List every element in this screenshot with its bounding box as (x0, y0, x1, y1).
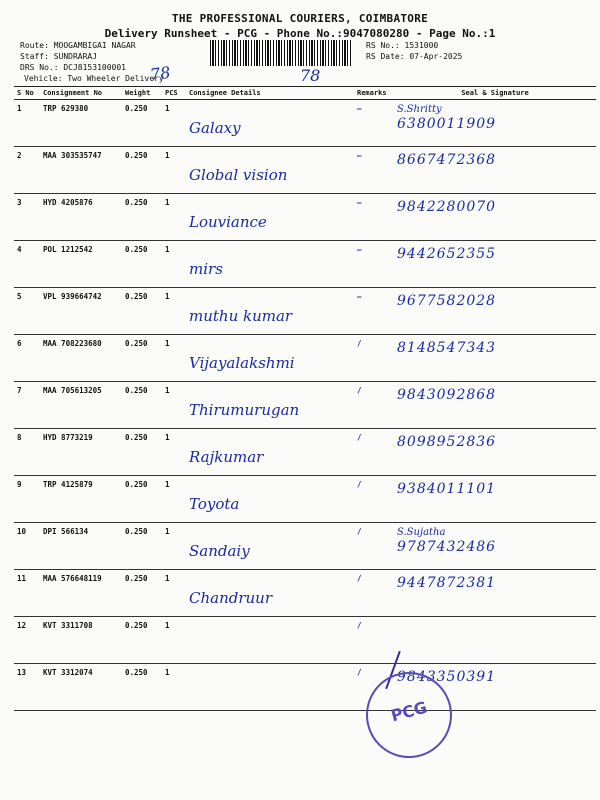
runsheet-table (14, 86, 596, 711)
row-pcs: 1 (162, 664, 186, 711)
row-signature-cell (394, 570, 596, 617)
handwritten-note-right: 78 (300, 66, 321, 85)
row-consignment-no: VPL 939664742 (40, 288, 122, 335)
row-sno: 6 (14, 335, 40, 382)
row-signature-cell (394, 476, 596, 523)
row-phone-handwritten: 9447872381 (397, 575, 497, 591)
row-consignee-handwritten: Global vision (186, 147, 354, 194)
table-row (14, 429, 596, 476)
row-remark: / (354, 476, 394, 523)
table-row (14, 241, 596, 288)
handwritten-note-left: 78 (148, 62, 172, 85)
rs-number-label: RS No.: 1531000 (366, 41, 439, 50)
row-phone-handwritten: 9442652355 (397, 246, 497, 262)
row-pcs: 1 (162, 617, 186, 664)
row-consignee-handwritten: Louviance (186, 194, 354, 241)
row-signature-cell (394, 100, 596, 147)
row-weight: 0.250 (122, 476, 162, 523)
row-weight: 0.250 (122, 241, 162, 288)
route-label: Route: MOOGAMBIGAI NAGAR (20, 41, 136, 50)
row-signature-cell (394, 335, 596, 382)
row-weight: 0.250 (122, 147, 162, 194)
row-remark: / (354, 617, 394, 664)
row-remark: / (354, 523, 394, 570)
row-remark: — (354, 147, 394, 194)
row-sno: 7 (14, 382, 40, 429)
row-consignee-handwritten: Rajkumar (186, 429, 354, 476)
row-consignee-handwritten: muthu kumar (186, 288, 354, 335)
table-row (14, 288, 596, 335)
row-remark: / (354, 664, 394, 711)
col-header-consignee: Consignee Details (186, 87, 354, 100)
row-pcs: 1 (162, 335, 186, 382)
table-header-row (14, 87, 596, 100)
row-weight: 0.250 (122, 100, 162, 147)
row-phone-handwritten: 9787432486 (397, 539, 497, 555)
row-consignee-handwritten: Thirumurugan (186, 382, 354, 429)
row-pcs: 1 (162, 476, 186, 523)
pcg-stamp (366, 672, 452, 758)
row-remark: — (354, 288, 394, 335)
row-signature-cell (394, 147, 596, 194)
row-sno: 5 (14, 288, 40, 335)
sheet-subtitle: Delivery Runsheet - PCG - Phone No.:9047080280 - Page No.:1 (104, 27, 496, 40)
row-remark: / (354, 382, 394, 429)
col-header-weight: Weight (122, 87, 162, 100)
row-sno: 12 (14, 617, 40, 664)
row-pcs: 1 (162, 429, 186, 476)
row-phone-handwritten: 9384011101 (397, 481, 497, 497)
row-pcs: 1 (162, 288, 186, 335)
row-consignment-no: DPI 566134 (40, 523, 122, 570)
row-pcs: 1 (162, 147, 186, 194)
row-sno: 10 (14, 523, 40, 570)
row-pcs: 1 (162, 523, 186, 570)
row-sno: 4 (14, 241, 40, 288)
row-consignment-no: MAA 708223680 (40, 335, 122, 382)
row-consignment-no: KVT 3311708 (40, 617, 122, 664)
row-signature-cell (394, 241, 596, 288)
row-phone-handwritten: 9843092868 (397, 387, 497, 403)
row-consignee-handwritten: mirs (186, 241, 354, 288)
row-sno: 2 (14, 147, 40, 194)
row-sno: 8 (14, 429, 40, 476)
row-remark: — (354, 241, 394, 288)
row-phone-handwritten: 8098952836 (397, 434, 497, 450)
table-row (14, 523, 596, 570)
table-row (14, 100, 596, 147)
row-consignment-no: MAA 705613205 (40, 382, 122, 429)
row-remark: — (354, 194, 394, 241)
row-remark: / (354, 570, 394, 617)
row-pcs: 1 (162, 570, 186, 617)
drs-label: DRS No.: DCJ8153100001 (20, 63, 126, 72)
row-remark: / (354, 429, 394, 476)
col-header-signature: Seal & Signature (394, 87, 596, 100)
row-weight: 0.250 (122, 429, 162, 476)
rs-date-label: RS Date: 07-Apr-2025 (366, 52, 463, 61)
row-consignee-handwritten (186, 617, 354, 664)
row-pcs: 1 (162, 194, 186, 241)
row-weight: 0.250 (122, 194, 162, 241)
col-header-remarks: Remarks (354, 87, 394, 100)
table-row (14, 147, 596, 194)
row-phone-handwritten: 8148547343 (397, 340, 497, 356)
row-pcs: 1 (162, 382, 186, 429)
row-weight: 0.250 (122, 288, 162, 335)
row-consignee-handwritten: Galaxy (186, 100, 354, 147)
row-signature: S.Sujatha (397, 527, 446, 538)
row-signature-cell (394, 194, 596, 241)
stamp-text: PCG (388, 697, 430, 726)
row-consignment-no: TRP 4125879 (40, 476, 122, 523)
col-header-consignment: Consignment No (40, 87, 122, 100)
row-phone-handwritten: 9677582028 (397, 293, 497, 309)
col-header-pcs: PCS (162, 87, 186, 100)
row-consignment-no: TRP 629380 (40, 100, 122, 147)
table-row (14, 476, 596, 523)
staff-label: Staff: SUNDRARAJ (20, 52, 98, 61)
row-signature-cell (394, 288, 596, 335)
row-sno: 9 (14, 476, 40, 523)
row-weight: 0.250 (122, 664, 162, 711)
row-signature-cell (394, 382, 596, 429)
row-weight: 0.250 (122, 617, 162, 664)
row-sno: 1 (14, 100, 40, 147)
row-weight: 0.250 (122, 382, 162, 429)
row-signature-cell (394, 429, 596, 476)
row-consignee-handwritten: Vijayalakshmi (186, 335, 354, 382)
table-row (14, 570, 596, 617)
row-consignment-no: KVT 3312074 (40, 664, 122, 711)
row-pcs: 1 (162, 241, 186, 288)
table-row (14, 194, 596, 241)
table-row (14, 664, 596, 711)
row-remark: — (354, 100, 394, 147)
table-body (14, 100, 596, 711)
row-consignment-no: HYD 8773219 (40, 429, 122, 476)
barcode-image (210, 40, 352, 66)
row-signature: S.Shritty (397, 104, 442, 115)
row-phone-handwritten: 9842280070 (397, 199, 497, 215)
row-pcs: 1 (162, 100, 186, 147)
row-weight: 0.250 (122, 523, 162, 570)
col-header-sno: S No (14, 87, 40, 100)
row-consignee-handwritten (186, 664, 354, 711)
row-consignment-no: POL 1212542 (40, 241, 122, 288)
table-row (14, 335, 596, 382)
row-sno: 13 (14, 664, 40, 711)
row-sno: 3 (14, 194, 40, 241)
row-phone-handwritten: 9843350391 (397, 669, 497, 685)
row-consignee-handwritten: Toyota (186, 476, 354, 523)
row-signature-cell (394, 523, 596, 570)
row-consignment-no: MAA 303535747 (40, 147, 122, 194)
row-signature-cell (394, 617, 596, 664)
row-remark: / (354, 335, 394, 382)
table-row (14, 617, 596, 664)
row-consignee-handwritten: Chandruur (186, 570, 354, 617)
vehicle-label: Vehicle: Two Wheeler Delivery (24, 74, 164, 83)
row-consignee-handwritten: Sandaiy (186, 523, 354, 570)
table-row (14, 382, 596, 429)
row-phone-handwritten: 8667472368 (397, 152, 497, 168)
row-sno: 11 (14, 570, 40, 617)
row-weight: 0.250 (122, 335, 162, 382)
row-consignment-no: MAA 576648119 (40, 570, 122, 617)
sheet-title: THE PROFESSIONAL COURIERS, COIMBATORE (171, 12, 429, 25)
row-consignment-no: HYD 4205876 (40, 194, 122, 241)
row-weight: 0.250 (122, 570, 162, 617)
row-phone-handwritten: 6380011909 (397, 116, 497, 132)
